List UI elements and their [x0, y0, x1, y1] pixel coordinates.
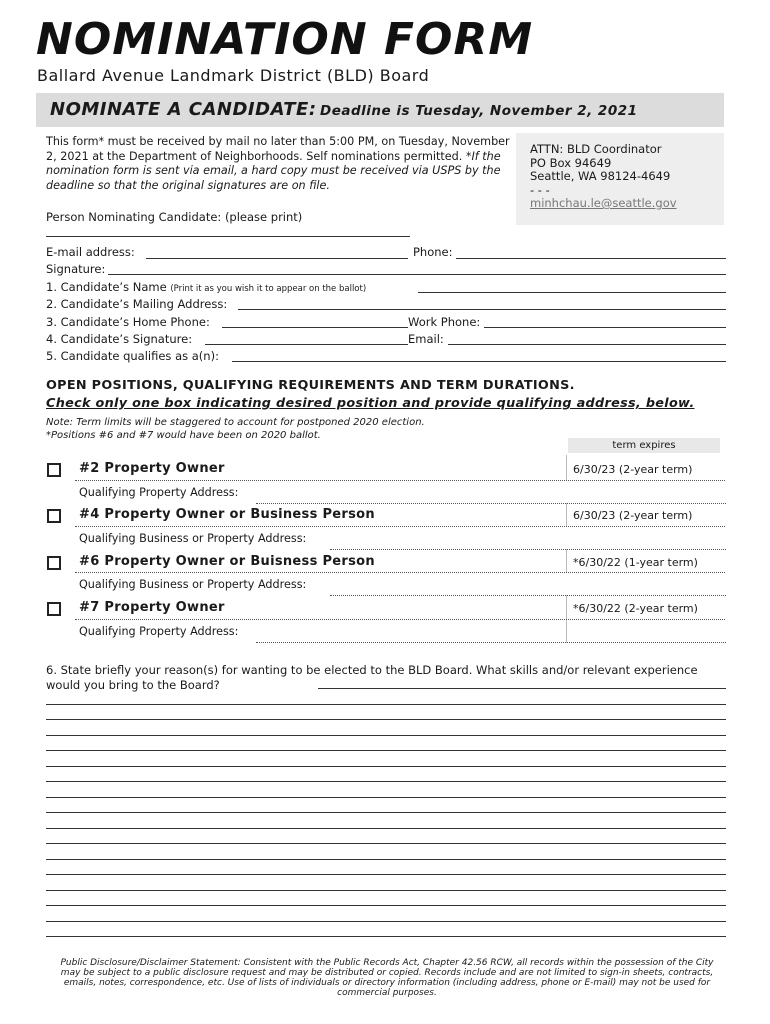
nominate-banner [36, 93, 724, 127]
form-title: NOMINATION FORM [36, 14, 534, 65]
candidate-mailing-field[interactable] [238, 309, 726, 310]
signature-field[interactable] [108, 274, 726, 275]
attn-line: ATTN: BLD Coordinator [530, 142, 662, 156]
phone-field[interactable] [456, 258, 726, 259]
candidate-home-phone-label: 3. Candidate’s Home Phone: [46, 315, 210, 329]
position-6-address-field[interactable] [330, 595, 726, 596]
position-6-label: #6 Property Owner or Buisness Person [79, 554, 375, 569]
email-field[interactable] [146, 258, 408, 259]
answer-line[interactable] [318, 688, 726, 689]
nominator-name-field[interactable] [46, 236, 410, 237]
intro-email-note: *If the nomination form is sent via email, a hard copy must be received via USPS by the deadline so that the original signatures are on file. [46, 149, 501, 192]
position-6-checkbox[interactable] [47, 556, 61, 570]
answer-line[interactable] [46, 750, 726, 751]
answer-line[interactable] [46, 905, 726, 906]
candidate-work-phone-label: Work Phone: [408, 315, 481, 329]
position-4-qualifying-label: Qualifying Business or Property Address: [79, 532, 307, 545]
nominator-label: Person Nominating Candidate: (please print) [46, 210, 303, 224]
position-4-term: 6/30/23 (2-year term) [573, 509, 693, 522]
position-4-address-field[interactable] [330, 549, 726, 550]
answer-line[interactable] [46, 797, 726, 798]
po-box-line: PO Box 94649 [530, 155, 612, 170]
candidate-name-label [46, 280, 366, 294]
coordinator-email-link[interactable]: minhchau.le@seattle.gov [530, 196, 677, 210]
city-line: Seattle, WA 98124-4649 [530, 169, 671, 183]
position-7-label: #7 Property Owner [79, 600, 225, 615]
answer-line[interactable] [46, 828, 726, 829]
position-7-address-field[interactable] [256, 642, 726, 643]
position-4-label: #4 Property Owner or Business Person [79, 507, 375, 522]
candidate-name-text: 1. Candidate’s Name [46, 280, 167, 294]
divider [75, 619, 725, 620]
intro-main: This form* must be received by mail no later than 5:00 PM, on Tuesday, November 2, 2021 at the Department of Neighborhoods. Self nominations permitted. [46, 135, 510, 163]
answer-line[interactable] [46, 921, 726, 922]
mailing-address-box [516, 133, 724, 225]
position-6-qualifying-label: Qualifying Business or Property Address: [79, 578, 307, 591]
answer-line[interactable] [46, 719, 726, 720]
answer-line[interactable] [46, 812, 726, 813]
signature-label: Signature: [46, 262, 106, 276]
divider [75, 572, 725, 573]
candidate-email-field[interactable] [448, 344, 726, 345]
positions-2020-note: *Positions #6 and #7 would have been on 2020 ballot. [46, 429, 321, 441]
position-2-address-field[interactable] [256, 503, 726, 504]
answer-line[interactable] [46, 936, 726, 937]
banner-heading: NOMINATE A CANDIDATE: [50, 99, 317, 120]
candidate-email-label: Email: [408, 332, 444, 346]
divider [566, 503, 567, 527]
divider [75, 480, 725, 481]
position-4-checkbox[interactable] [47, 509, 61, 523]
answer-line[interactable] [46, 781, 726, 782]
candidate-signature-field[interactable] [205, 344, 408, 345]
positions-title: OPEN POSITIONS, QUALIFYING REQUIREMENTS AND TERM DURATIONS. [46, 378, 575, 393]
divider [566, 549, 567, 573]
position-7-qualifying-label: Qualifying Property Address: [79, 625, 239, 638]
position-2-term: 6/30/23 (2-year term) [573, 463, 693, 476]
separator-line: - - - [530, 182, 550, 197]
candidate-work-phone-field[interactable] [484, 327, 726, 328]
position-2-checkbox[interactable] [47, 463, 61, 477]
position-6-term: *6/30/22 (1-year term) [573, 556, 698, 569]
term-expires-header: term expires [568, 438, 720, 453]
form-subtitle: Ballard Avenue Landmark District (BLD) Board [37, 66, 430, 85]
candidate-name-field[interactable] [418, 292, 726, 293]
answer-line[interactable] [46, 766, 726, 767]
candidate-home-phone-field[interactable] [222, 327, 408, 328]
positions-note [46, 417, 425, 442]
answer-line[interactable] [46, 704, 726, 705]
question-6: 6. State briefly your reason(s) for wanting to be elected to the BLD Board. What skills and/or relevant experience would you bring to the Board? [46, 663, 698, 692]
answer-line[interactable] [46, 874, 726, 875]
candidate-signature-label: 4. Candidate’s Signature: [46, 332, 193, 346]
candidate-qualifies-field[interactable] [232, 361, 726, 362]
candidate-qualifies-label: 5. Candidate qualifies as a(n): [46, 349, 219, 363]
answer-line[interactable] [46, 843, 726, 844]
divider [75, 526, 725, 527]
answer-line[interactable] [46, 735, 726, 736]
position-7-term: *6/30/22 (2-year term) [573, 602, 698, 615]
candidate-name-note: (Print it as you wish it to appear on the ballot) [170, 284, 367, 294]
divider [566, 455, 567, 481]
position-7-checkbox[interactable] [47, 602, 61, 616]
term-limits-note: Note: Term limits will be staggered to account for postponed 2020 election. [46, 417, 425, 428]
email-label: E-mail address: [46, 245, 135, 259]
position-2-qualifying-label: Qualifying Property Address: [79, 486, 239, 499]
answer-line[interactable] [46, 890, 726, 891]
position-2-label: #2 Property Owner [79, 461, 225, 476]
candidate-mailing-label: 2. Candidate’s Mailing Address: [46, 297, 228, 311]
disclaimer-statement: Public Disclosure/Disclaimer Statement: Consistent with the Public Records Act, Chapter 42.56 RCW, all records within the possession of the City may be subject to a public disclosure request and may be distributed or copied. Records include and are not limited to sign-in sheets, contracts, emails, notes, correspondence, etc. Use of lists of individuals or directory information (including address, phone or E-mail) may not be used for commercial purposes. [60, 958, 714, 998]
positions-instructions: Check only one box indicating desired position and provide qualifying address, below. [46, 396, 695, 411]
intro-text [46, 135, 516, 193]
answer-line[interactable] [46, 859, 726, 860]
phone-label: Phone: [413, 245, 453, 259]
banner-deadline: Deadline is Tuesday, November 2, 2021 [320, 103, 638, 119]
